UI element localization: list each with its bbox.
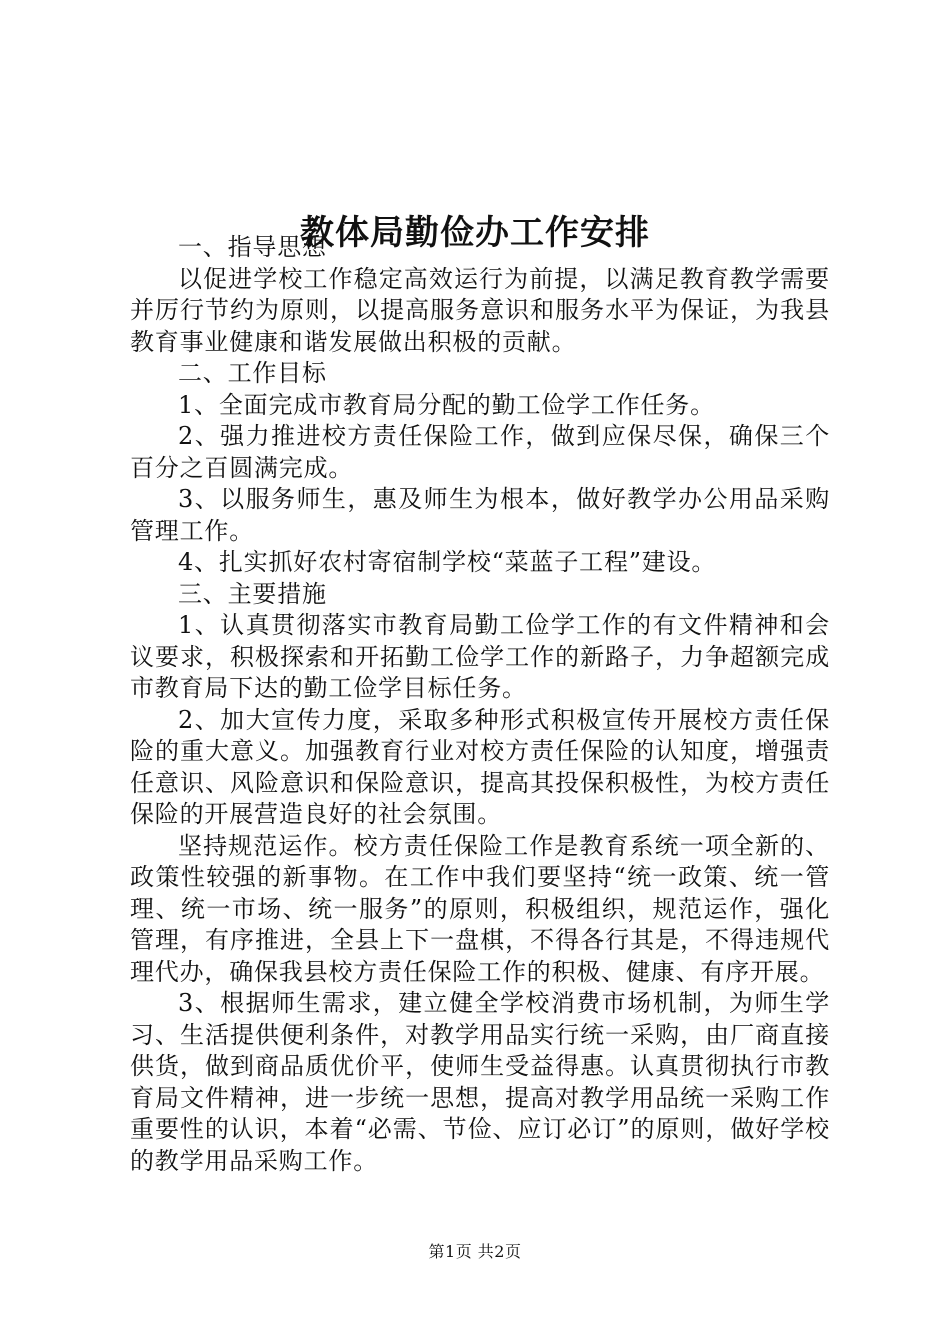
- measure-paragraph-standard-operation: 坚持规范运作。校方责任保险工作是教育系统一项全新的、政策性较强的新事物。在工作中我们要坚持“统一政策、统一管理、统一市场、统一服务”的原则，积极组织，规范运作，强化管理，有序推进，全县上下一盘棋，不得各行其是，不得违规代理代办，确保我县校方责任保险工作的积极、健康、有序开展。: [130, 831, 830, 986]
- goal-item-4: 4、扎实抓好农村寄宿制学校“菜蓝子工程”建设。: [178, 548, 717, 576]
- goal-item-3: 3、以服务师生，惠及师生为根本，做好教学办公用品采购管理工作。: [130, 485, 830, 545]
- measure-item-2: 2、加大宣传力度，采取多种形式积极宣传开展校方责任保险的重大意义。加强教育行业对校方责任保险的认知度，增强责任意识、风险意识和保险意识，提高其投保积极性，为校方责任保险的开展营造良好的社会氛围。: [130, 705, 830, 828]
- page-number-footer: 第1页 共2页: [428, 1242, 522, 1261]
- measure-item-1: 1、认真贯彻落实市教育局勤工俭学工作的有文件精神和会议要求，积极探索和开拓勤工俭学工作的新路子，力争超额完成市教育局下达的勤工俭学目标任务。: [130, 611, 830, 702]
- goal-item-1: 1、全面完成市教育局分配的勤工俭学工作任务。: [178, 390, 715, 419]
- document-body: [130, 232, 830, 1177]
- section-heading-main-measures: 三、主要措施: [178, 579, 327, 608]
- paragraph-guiding-ideology: 以促进学校工作稳定高效运行为前提，以满足教育教学需要并厉行节约为原则，以提高服务意识和服务水平为保证，为我县教育事业健康和谐发展做出积极的贡献。: [130, 264, 830, 356]
- goal-item-2: 2、强力推进校方责任保险工作，做到应保尽保，确保三个百分之百圆满完成。: [130, 422, 830, 482]
- measure-item-3: 3、根据师生需求，建立健全学校消费市场机制，为师生学习、生活提供便利条件，对教学用品实行统一采购，由厂商直接供货，做到商品质优价平，使师生受益得惠。认真贯彻执行市教育局文件精神，进一步统一思想，提高对教学用品统一采购工作重要性的认识，本着“必需、节俭、应订必订”的原则，做好学校的教学用品采购工作。: [130, 989, 830, 1175]
- page-title: 教体局勤俭办工作安排: [300, 212, 650, 253]
- section-heading-guiding-ideology: 一、指导思想: [178, 233, 327, 261]
- section-heading-work-goals: 二、工作目标: [178, 359, 327, 387]
